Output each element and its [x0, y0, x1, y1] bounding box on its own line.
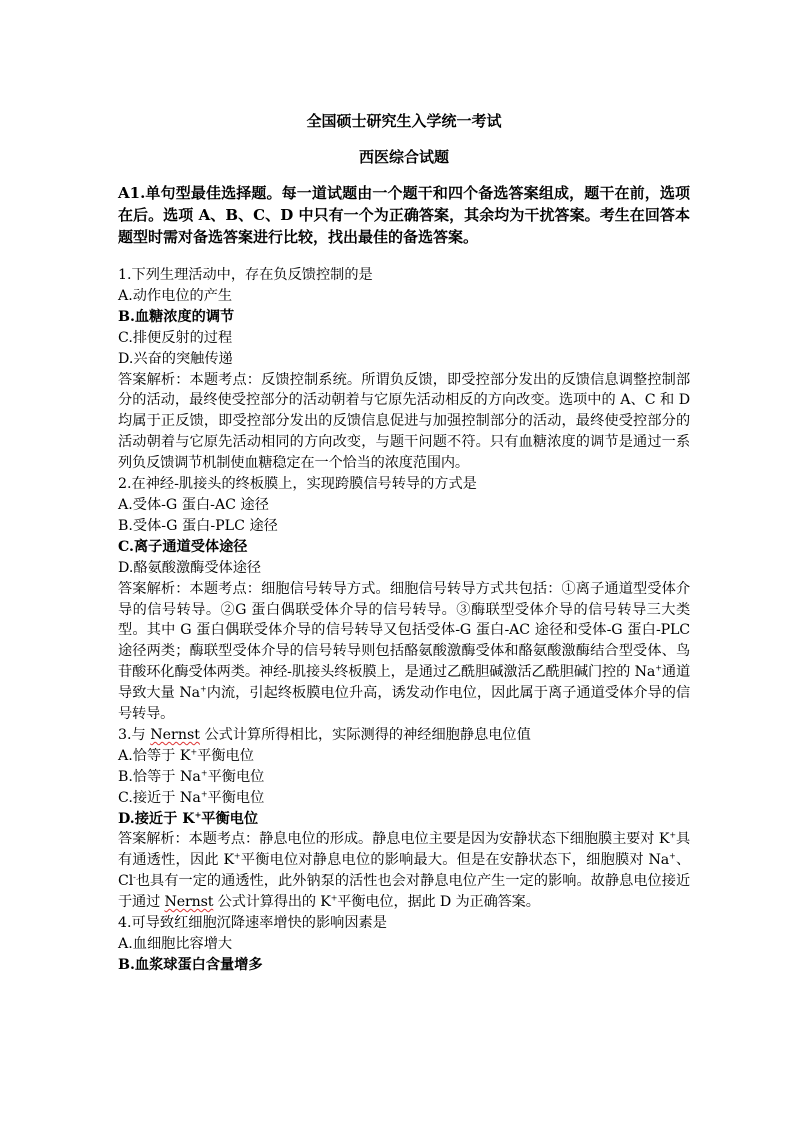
answer-explanation: 答案解析：本题考点：细胞信号转导方式。细胞信号转导方式共包括：①离子通道型受体介导的信号转导。②G 蛋白偶联受体介导的信号转导。③酶联型受体介导的信号转导三大类型。其中 G 蛋白偶联受体介导的信号转导又包括受体-G 蛋白-AC 途径和受体-G 蛋白-PLC 途径两类；酶联型受体介导的信号转导则包括酪氨酸激酶受体和酪氨酸激酶结合型受体、鸟苷酸环化酶受体两类。神经-肌接头终板膜上，是通过乙酰胆碱激活乙酰胆碱门控的 Na+通道导致大量 Na+内流，引起终板膜电位升高，诱发动作电位，因此属于离子通道受体介导的信号转导。 — [118, 580, 690, 723]
question-stem: 3.与 Nernst 公式计算所得相比，实际测得的神经细胞静息电位值 — [118, 726, 531, 743]
option-a: A.受体-G 蛋白-AC 途径 — [118, 496, 269, 513]
document-page — [118, 110, 690, 976]
answer-explanation: 答案解析：本题考点：静息电位的形成。静息电位主要是因为安静状态下细胞膜主要对 K+具有通透性，因此 K+平衡电位对静息电位的影响最大。但是在安静状态下，细胞膜对 Na+、Cl-也具有一定的通透性，此外钠泵的活性也会对静息电位产生一定的影响。故静息电位接近于通过 Nernst 公式计算得出的 K+平衡电位，据此 D 为正确答案。 — [118, 830, 690, 911]
question-list — [118, 265, 690, 976]
option-b: B.恰等于 Na+平衡电位 — [118, 768, 265, 785]
question-1 — [118, 265, 690, 474]
option-d-correct: D.接近于 K+平衡电位 — [118, 808, 259, 827]
option-c-correct: C.离子通道受体途径 — [118, 538, 248, 555]
exam-subtitle: 西医综合试题 — [358, 148, 449, 166]
option-d: D.兴奋的突触传递 — [118, 350, 233, 367]
option-a: A.血细胞比容增大 — [118, 936, 233, 952]
question-stem: 2.在神经-肌接头的终板膜上，实现跨膜信号转导的方式是 — [118, 476, 477, 493]
question-stem: 1.下列生理活动中，存在负反馈控制的是 — [118, 267, 373, 283]
spellcheck-underline: Nernst — [150, 726, 200, 743]
option-c: C.接近于 Na+平衡电位 — [118, 788, 265, 806]
option-b: B.受体-G 蛋白-PLC 途径 — [118, 517, 278, 534]
question-4 — [118, 913, 690, 976]
question-3 — [118, 725, 690, 913]
option-a: A.恰等于 K+平衡电位 — [118, 747, 254, 764]
answer-explanation: 答案解析：本题考点：反馈控制系统。所谓负反馈，即受控部分发出的反馈信息调整控制部分的活动，最终使受控部分的活动朝着与它原先活动相反的方向改变。选项中的 A、C 和 D 均属于正反馈，即受控部分发出的反馈信息促进与加强控制部分的活动，最终使受控部分的活动朝着与它原先活动相同的方向改变，与题干问题不符。只有血糖浓度的调节是通过一系列负反馈调节机制使血糖稳定在一个恰当的浓度范围内。 — [118, 371, 690, 472]
option-b-correct: B.血糖浓度的调节 — [118, 308, 235, 325]
spellcheck-underline: Nernst — [164, 894, 214, 911]
section-instructions: A1.单句型最佳选择题。每一道试题由一个题干和四个备选答案组成，题干在前，选项在后。选项 A、B、C、D 中只有一个为正确答案，其余均为干扰答案。考生在回答本题型时需对备选答案进行比较，找出最佳的备选答案。 — [118, 184, 690, 246]
option-a: A.动作电位的产生 — [118, 287, 233, 304]
exam-title: 全国硕士研究生入学统一考试 — [306, 112, 502, 130]
option-d: D.酪氨酸激酶受体途径 — [118, 559, 262, 576]
question-2 — [118, 474, 690, 725]
option-c: C.排便反射的过程 — [118, 329, 233, 346]
option-b-correct: B.血浆球蛋白含量增多 — [118, 956, 263, 973]
question-stem: 4.可导致红细胞沉降速率增快的影响因素是 — [118, 915, 387, 932]
